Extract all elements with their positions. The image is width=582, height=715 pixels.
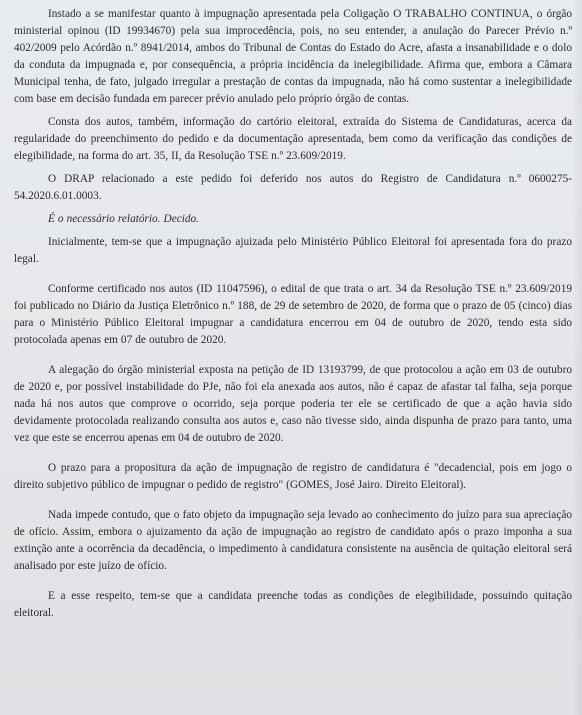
paragraph-informacao-cartorio: Consta dos autos, também, informação do cartório eleitoral, extraída do Sistema de Candidaturas, acerca da regularidade do preenchimento do pedido e da documentação apresentada, bem como da verificação das condições de elegibilidade, na forma do art. 35, II, da Resolução TSE n.º 23.609/2019.	[14, 116, 572, 162]
paragraph-alegacao-pje: A alegação do órgão ministerial exposta na petição de ID 13193799, de que protocolou a ação em 03 de outubro de 2020 e, por possível instabilidade do PJe, não foi ela anexada aos autos, não é capaz de afastar tal falha, seja porque nada há nos autos que comprove o ocorrido, seja porque poderia ter ele se certificado de que a ação havia sido devidamente protocolada realizando consulta aos autos e, caso não tivesse sido, ainda dispunha de prazo para tanto, uma vez que este se encerrou apenas em 04 de outubro de 2020.	[14, 364, 572, 444]
paragraph-drap: O DRAP relacionado a este pedido foi deferido nos autos do Registro de Candidatura n.º 0600275-54.2020.6.01.0003.	[14, 173, 572, 202]
paragraph-quitacao-eleitoral: E a esse respeito, tem-se que a candidata preenche todas as condições de elegibilidade, possuindo quitação eleitoral.	[14, 590, 572, 619]
paragraph-prazo-legal: Inicialmente, tem-se que a impugnação ajuizada pelo Ministério Público Eleitoral foi apresentada fora do prazo legal.	[14, 236, 572, 265]
paragraph-relatorio: É o necessário relatório. Decido.	[48, 213, 199, 225]
paragraph-apreciacao-oficio: Nada impede contudo, que o fato objeto da impugnação seja levado ao conhecimento do juízo para sua apreciação de ofício. Assim, embora o ajuizamento da ação de impugnação ao registro de candidato após o prazo imponha a sua extinção ante a ocorrência da decadência, o impedimento à candidatura consistente na ausência de quitação eleitoral será analisado por este juízo de ofício.	[14, 509, 572, 572]
paragraph-prazo-decadencial: O prazo para a propositura da ação de impugnação de registro de candidatura é "decadencial, pois em jogo o direito subjetivo público de impugnar o pedido de registro" (GOMES, José Jairo. Direito Eleitoral).	[14, 462, 572, 491]
paragraph-manifestacao-ministerial: Instado a se manifestar quanto à impugnação apresentada pela Coligação O TRABALHO CONTINUA, o órgão ministerial opinou (ID 19934670) pela sua improcedência, pois, no seu entender, a anulação do Parecer Prévio n.º 402/2009 pelo Acórdão n.º 8941/2014, ambos do Tribunal de Contas do Estado do Acre, afasta a insanabilidade e o dolo da conduta da impugnada e, por consequência, a própria incidência da inelegibilidade. Afirma que, embora a Câmara Municipal tenha, de fato, julgado irregular a prestação de contas da impugnada, não há como sustentar a inelegibilidade com base em decisão fundada em parecer prévio anulado pelo próprio órgão de contas.	[14, 8, 572, 105]
paragraph-certidao-edital: Conforme certificado nos autos (ID 11047596), o edital de que trata o art. 34 da Resolução TSE n.º 23.609/2019 foi publicado no Diário da Justiça Eletrônico n.º 188, de 29 de setembro de 2020, de forma que o prazo de 05 (cinco) dias para o Ministério Público Eleitoral impugnar a candidatura encerrou em 04 de outubro de 2020, tendo esta sido protocolada apenas em 07 de outubro de 2020.	[14, 283, 572, 346]
